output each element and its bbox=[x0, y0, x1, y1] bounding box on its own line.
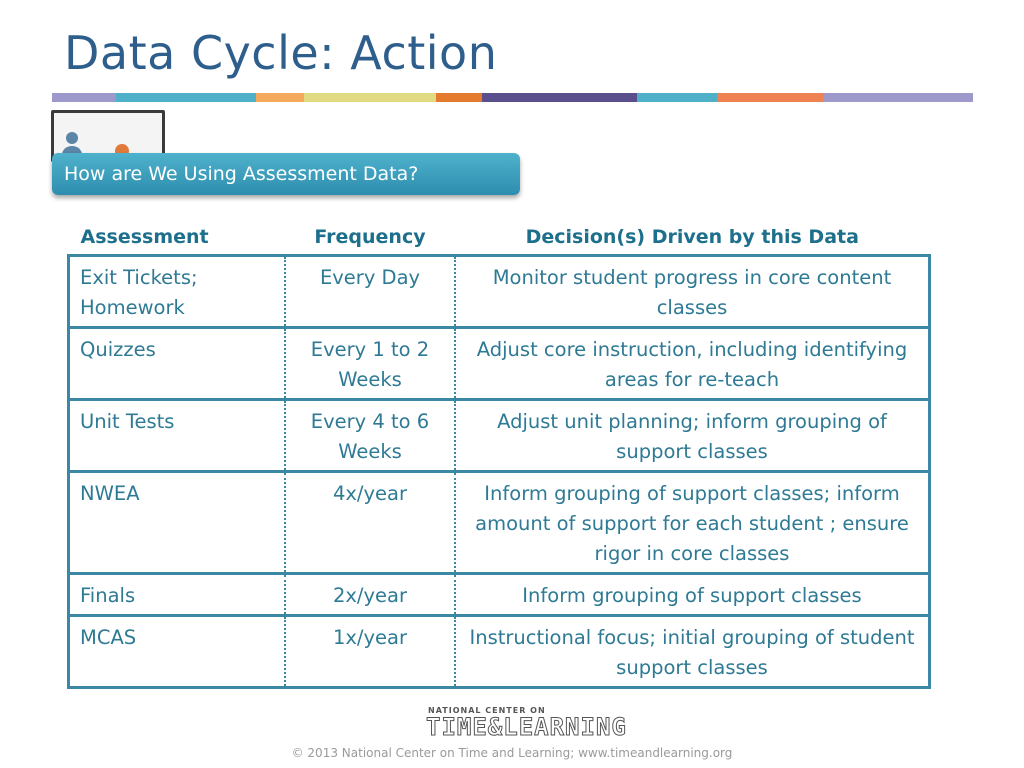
cell-assessment: Unit Tests bbox=[69, 400, 286, 472]
table-row bbox=[69, 616, 930, 688]
table-row bbox=[69, 574, 930, 616]
stripe-segment bbox=[256, 93, 304, 102]
section-banner: How are We Using Assessment Data? bbox=[52, 153, 520, 195]
cell-decision: Instructional focus; initial grouping of student support classes bbox=[455, 616, 930, 688]
ncl-logo bbox=[424, 706, 627, 742]
stripe-segment bbox=[482, 93, 637, 102]
table-row bbox=[69, 400, 930, 472]
cell-assessment: MCAS bbox=[69, 616, 286, 688]
color-stripe bbox=[52, 93, 973, 102]
table-row bbox=[69, 328, 930, 400]
cell-decision: Adjust core instruction, including identifying areas for re-teach bbox=[455, 328, 930, 400]
cell-assessment: NWEA bbox=[69, 472, 286, 574]
cell-decision: Monitor student progress in core content classes bbox=[455, 256, 930, 328]
cell-assessment: Finals bbox=[69, 574, 286, 616]
stripe-segment bbox=[116, 93, 256, 102]
table-row bbox=[69, 256, 930, 328]
cell-frequency: 1x/year bbox=[285, 616, 455, 688]
stripe-segment bbox=[717, 93, 823, 102]
cell-decision: Adjust unit planning; inform grouping of support classes bbox=[455, 400, 930, 472]
cell-frequency: 4x/year bbox=[285, 472, 455, 574]
cell-frequency: Every 1 to 2 Weeks bbox=[285, 328, 455, 400]
stripe-segment bbox=[436, 93, 482, 102]
cell-frequency: Every Day bbox=[285, 256, 455, 328]
logo-main-text: TIME&LEARNING bbox=[426, 713, 627, 741]
table-row bbox=[69, 472, 930, 574]
cell-frequency: Every 4 to 6 Weeks bbox=[285, 400, 455, 472]
stripe-segment bbox=[823, 93, 973, 102]
cell-decision: Inform grouping of support classes bbox=[455, 574, 930, 616]
header-frequency: Frequency bbox=[314, 226, 426, 248]
cell-assessment: Exit Tickets; Homework bbox=[69, 256, 286, 328]
stripe-segment bbox=[304, 93, 436, 102]
header-assessment: Assessment bbox=[80, 226, 209, 248]
stripe-segment bbox=[52, 93, 116, 102]
header-decisions: Decision(s) Driven by this Data bbox=[525, 226, 859, 248]
cell-decision: Inform grouping of support classes; inform amount of support for each student ; ensure rigor in core classes bbox=[455, 472, 930, 574]
logo-top-text: NATIONAL CENTER ON bbox=[428, 706, 546, 715]
cell-frequency: 2x/year bbox=[285, 574, 455, 616]
slide-title: Data Cycle: Action bbox=[64, 26, 498, 80]
table-header-row bbox=[69, 220, 930, 256]
stripe-segment bbox=[637, 93, 717, 102]
cell-assessment: Quizzes bbox=[69, 328, 286, 400]
assessment-table bbox=[67, 220, 931, 689]
copyright-footer: © 2013 National Center on Time and Learning; www.timeandlearning.org bbox=[291, 746, 733, 760]
